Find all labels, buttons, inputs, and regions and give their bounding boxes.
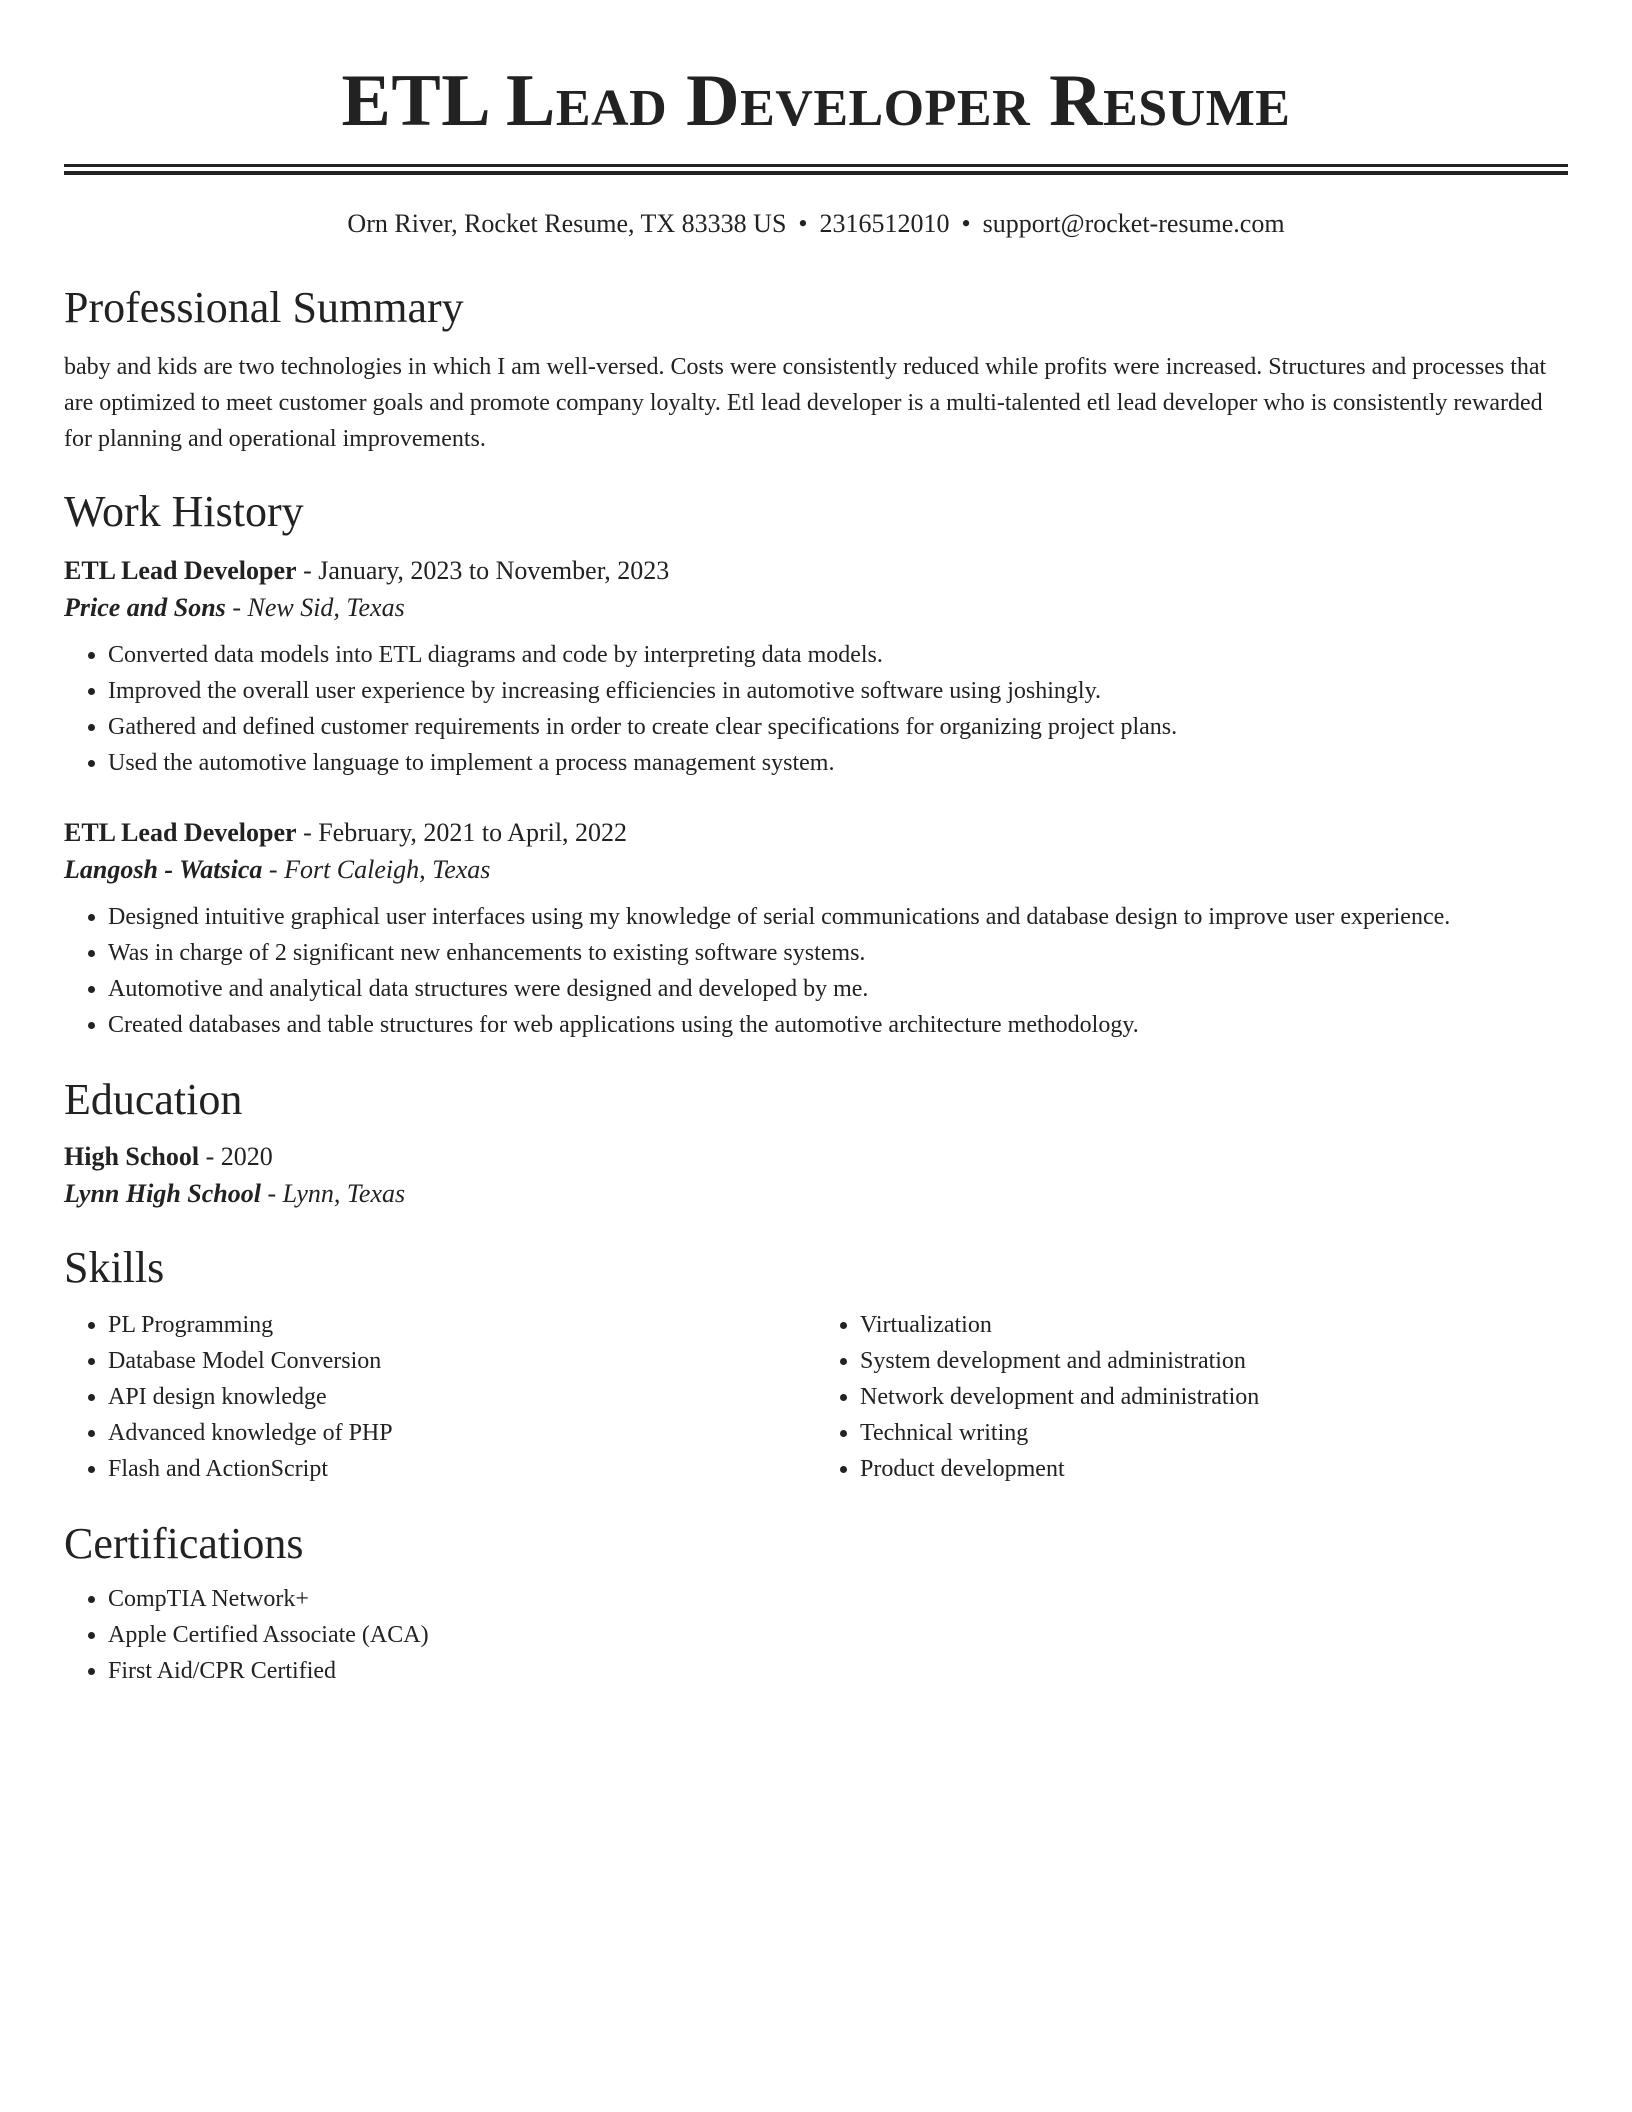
job-bullet: • Automotive and analytical data structures were designed and developed by me. [108, 971, 1568, 1007]
job-dates: - January, 2023 to November, 2023 [296, 556, 670, 585]
job-bullet: • Used the automotive language to implement a process management system. [108, 745, 1568, 781]
job-title-line [64, 815, 1568, 851]
page-title: ETL Lead Developer Resume [341, 60, 1291, 142]
certification-item: • First Aid/CPR Certified [108, 1653, 1568, 1689]
certification-item: • Apple Certified Associate (ACA) [108, 1617, 1568, 1653]
job-location: - New Sid, Texas [225, 593, 405, 622]
contact-email: support@rocket-resume.com [982, 209, 1285, 238]
skill-item: • PL Programming [108, 1307, 816, 1343]
job-bullet: • Improved the overall user experience by increasing efficiencies in automotive software using joshingly. [108, 673, 1568, 709]
job-title: ETL Lead Developer [64, 818, 297, 847]
education-entry [64, 1139, 1568, 1213]
education-heading: Education [64, 1075, 243, 1124]
skill-item: • Product development [860, 1451, 1568, 1487]
skill-item: • Flash and ActionScript [108, 1451, 816, 1487]
job-company-line [64, 851, 1568, 889]
job-bullets [64, 637, 1568, 781]
job-company: Langosh - Watsica [64, 855, 263, 884]
education-year: - 2020 [199, 1142, 273, 1171]
skill-item: • System development and administration [860, 1343, 1568, 1379]
job-entry [64, 815, 1568, 1043]
job-bullet: • Was in charge of 2 significant new enhancements to existing software systems. [108, 935, 1568, 971]
contact-line [64, 207, 1568, 241]
job-bullet: • Created databases and table structures for web applications using the automotive architecture methodology. [108, 1007, 1568, 1043]
skills-list-left [64, 1307, 816, 1487]
certifications-heading: Certifications [64, 1519, 304, 1568]
skill-item: • API design knowledge [108, 1379, 816, 1415]
job-company: Price and Sons [64, 593, 226, 622]
education-degree: High School [64, 1142, 200, 1171]
skill-item: • Database Model Conversion [108, 1343, 816, 1379]
job-bullet: • Designed intuitive graphical user interfaces using my knowledge of serial communications and database design to improve user experience. [108, 899, 1568, 935]
summary-heading: Professional Summary [64, 283, 464, 332]
job-title: ETL Lead Developer [64, 556, 297, 585]
summary-text: baby and kids are two technologies in which I am well-versed. Costs were consistently reduced while profits were increased. Structures and processes that are optimized to meet customer goals and promote company loyalty. Etl lead developer is a multi-talented etl lead developer who is consistently rewarded for planning and operational improvements. [64, 354, 1547, 452]
certifications-list [64, 1581, 1568, 1689]
job-location: - Fort Caleigh, Texas [262, 855, 491, 884]
job-entry [64, 553, 1568, 781]
skill-item: • Technical writing [860, 1415, 1568, 1451]
job-bullet: • Converted data models into ETL diagrams and code by interpreting data models. [108, 637, 1568, 673]
education-location: - Lynn, Texas [260, 1179, 406, 1208]
skill-item: • Network development and administration [860, 1379, 1568, 1415]
job-bullets [64, 899, 1568, 1043]
education-school: Lynn High School [64, 1179, 261, 1208]
skills-grid [64, 1307, 1568, 1487]
skill-item: • Virtualization [860, 1307, 1568, 1343]
job-dates: - February, 2021 to April, 2022 [296, 818, 628, 847]
certification-item: • CompTIA Network+ [108, 1581, 1568, 1617]
skills-heading: Skills [64, 1243, 165, 1292]
job-bullet: • Gathered and defined customer requirements in order to create clear specifications for organizing project plans. [108, 709, 1568, 745]
contact-separator: • [961, 209, 971, 238]
job-title-line [64, 553, 1568, 589]
education-degree-line [64, 1139, 1568, 1175]
contact-address: Orn River, Rocket Resume, TX 83338 US [347, 209, 787, 238]
title-divider [64, 164, 1568, 167]
skills-list-right [816, 1307, 1568, 1487]
skill-item: • Advanced knowledge of PHP [108, 1415, 816, 1451]
contact-phone: 2316512010 [819, 209, 950, 238]
education-school-line [64, 1175, 1568, 1213]
work-history-heading: Work History [64, 487, 304, 536]
contact-separator: • [798, 209, 808, 238]
job-company-line [64, 589, 1568, 627]
